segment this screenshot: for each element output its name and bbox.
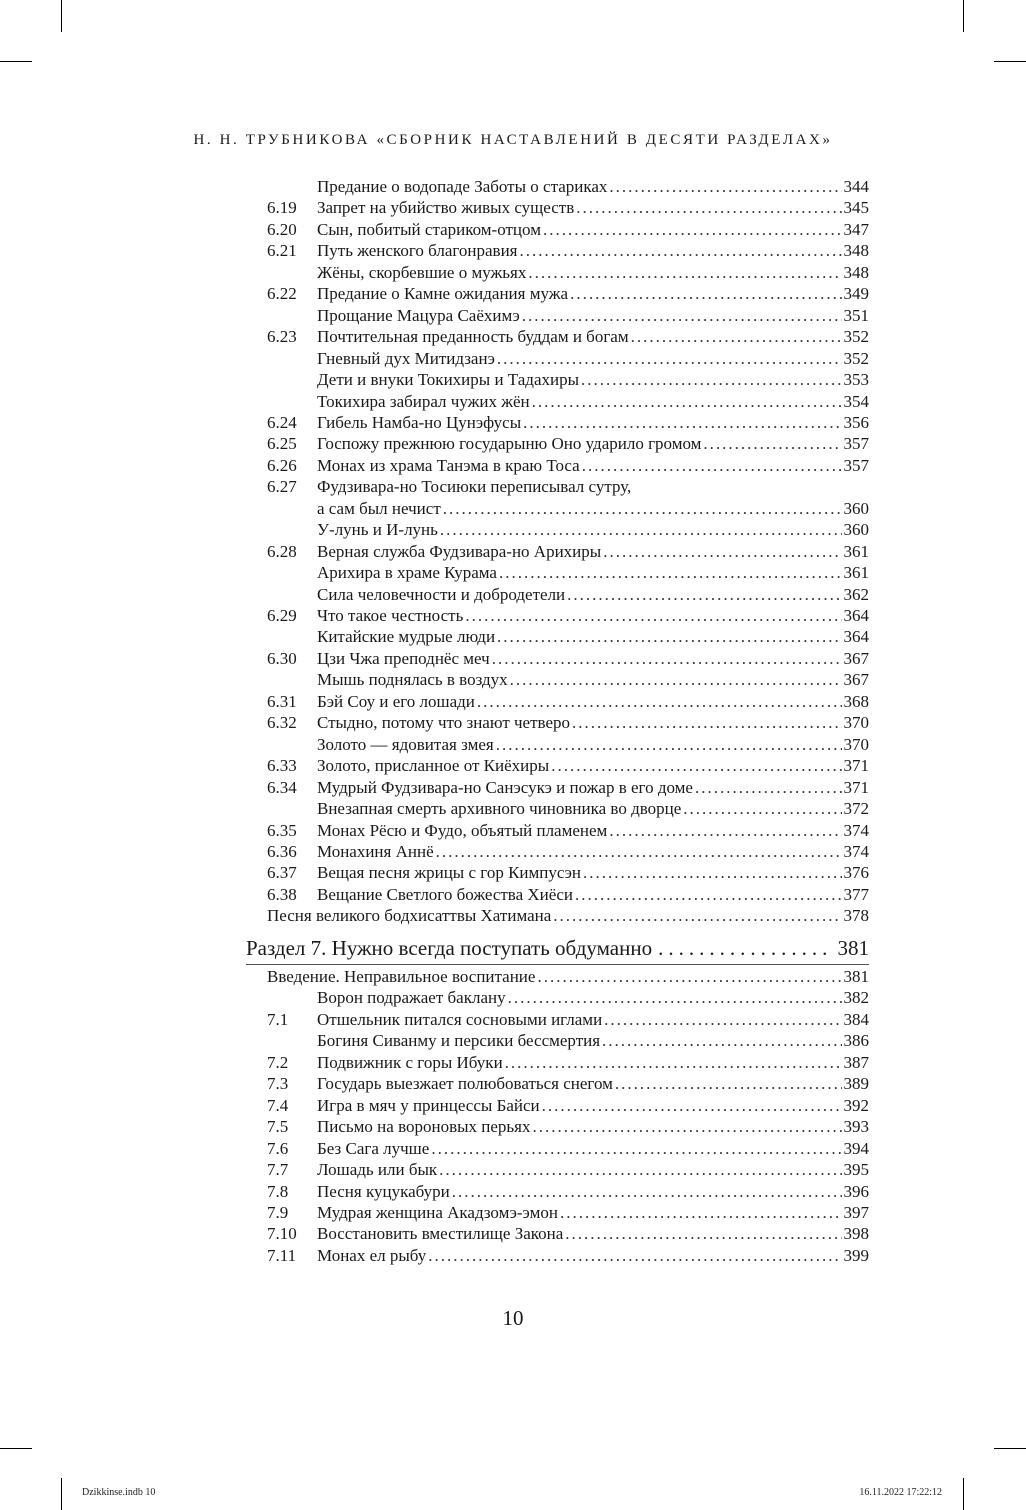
toc-entry[interactable]: [317, 841, 869, 863]
toc-row: [0, 369, 1026, 391]
crop-mark: [994, 61, 1026, 62]
toc-page: 357: [843, 455, 869, 475]
toc-page: 354: [843, 391, 869, 411]
toc-row: [0, 348, 1026, 370]
toc-page: 372: [843, 799, 869, 819]
toc-number: 7.6: [267, 1138, 289, 1158]
toc-page: 367: [843, 670, 869, 690]
toc-row: [0, 1223, 1026, 1245]
toc-number: 6.37: [267, 863, 297, 883]
toc-row: [0, 305, 1026, 327]
dot-leader: [703, 433, 841, 455]
slug-datetime: 16.11.2022 17:22:12: [859, 1487, 942, 1498]
dot-leader: [428, 1245, 841, 1267]
toc-row: [0, 755, 1026, 777]
toc-row: [0, 262, 1026, 284]
toc-entry[interactable]: [317, 412, 869, 434]
dot-leader: [572, 712, 842, 734]
toc-row: [0, 1116, 1026, 1138]
toc-entry[interactable]: [317, 562, 869, 584]
toc-row: [0, 691, 1026, 713]
toc-row: [0, 1138, 1026, 1160]
toc-page: 351: [843, 305, 869, 325]
toc-title: Песня куцукабури: [317, 1181, 450, 1201]
toc-title: Мудрый Фудзивара-но Санэсукэ и пожар в его доме: [317, 777, 693, 797]
toc-entry[interactable]: [317, 1181, 869, 1203]
dot-leader: [609, 176, 841, 198]
toc-entry[interactable]: [317, 862, 869, 884]
toc-row: [0, 519, 1026, 541]
toc-entry[interactable]: [317, 305, 869, 327]
dot-leader: [658, 934, 831, 962]
toc-number: 6.33: [267, 756, 297, 776]
toc-number: 7.7: [267, 1160, 289, 1180]
toc-row: [0, 283, 1026, 305]
toc-entry[interactable]: [317, 1202, 869, 1224]
dot-leader: [528, 262, 841, 284]
dot-leader: [603, 541, 841, 563]
toc-title: Прощание Мацура Саёхимэ: [317, 305, 520, 325]
toc-page: 397: [843, 1202, 869, 1222]
toc-row: [0, 884, 1026, 906]
toc-entry[interactable]: [317, 626, 869, 648]
toc-row: [0, 219, 1026, 241]
toc-row: [0, 841, 1026, 863]
toc-row: [0, 476, 1026, 498]
toc-page: 374: [843, 820, 869, 840]
toc-entry[interactable]: [317, 820, 869, 842]
toc-page: 349: [843, 284, 869, 304]
toc-number: 7.5: [267, 1117, 289, 1137]
toc-number: 6.31: [267, 691, 297, 711]
toc-number: 6.29: [267, 606, 297, 625]
toc-page: 374: [843, 841, 869, 861]
toc-title: Вещая песня жрицы с гор Кимпусэн: [317, 863, 582, 883]
toc-title: Отшельник питался сосновыми иглами: [317, 1009, 603, 1029]
toc-page: 353: [843, 370, 869, 390]
toc-page: 357: [843, 434, 869, 454]
toc-page: 367: [843, 648, 869, 668]
dot-leader: [567, 584, 841, 606]
toc-row: [0, 197, 1026, 219]
toc-entry[interactable]: [317, 219, 869, 241]
toc-entry[interactable]: [317, 1116, 869, 1138]
crop-mark: [0, 61, 32, 62]
toc-entry[interactable]: [317, 1009, 869, 1031]
toc-entry[interactable]: [317, 455, 869, 477]
toc-number: 7.4: [267, 1095, 289, 1115]
toc-page: 368: [843, 691, 869, 711]
section-page: 381: [837, 936, 869, 960]
toc-page: 360: [843, 520, 869, 540]
toc-entry[interactable]: [317, 584, 869, 606]
toc-entry[interactable]: [317, 691, 869, 713]
toc-title: Цзи Чжа преподнёс меч: [317, 648, 490, 668]
toc-number: 6.22: [267, 284, 297, 304]
dot-leader: [543, 219, 842, 241]
running-head: Н. Н. ТРУБНИКОВА «СБОРНИК НАСТАВЛЕНИЙ В ДЕСЯТИ РАЗДЕЛАХ»: [193, 132, 833, 148]
toc-row: [0, 433, 1026, 455]
dot-leader: [508, 987, 842, 1009]
toc-page: 352: [843, 348, 869, 368]
toc-entry[interactable]: [267, 905, 869, 927]
dot-leader: [520, 240, 842, 262]
toc-number: 7.8: [267, 1181, 289, 1201]
dot-leader: [583, 862, 841, 884]
toc-title: Письмо на вороновых перьях: [317, 1117, 531, 1137]
dot-leader: [499, 562, 842, 584]
toc-entry[interactable]: [317, 197, 869, 219]
dot-leader: [604, 1009, 841, 1031]
dot-leader: [581, 369, 841, 391]
toc-page: 348: [843, 241, 869, 261]
toc-page: 387: [843, 1052, 869, 1072]
toc-number: 6.38: [267, 884, 297, 904]
toc-title: Игра в мяч у принцессы Байси: [317, 1095, 540, 1115]
toc-entry[interactable]: [317, 987, 869, 1009]
toc-page: 396: [843, 1181, 869, 1201]
dot-leader: [522, 305, 842, 327]
toc-entry[interactable]: [317, 734, 869, 756]
toc-title: Монахиня Аннё: [317, 841, 434, 861]
toc-title: Ворон подражает баклану: [317, 988, 506, 1008]
toc-page: 360: [843, 498, 869, 518]
toc-page: 399: [843, 1245, 869, 1265]
toc-entry[interactable]: [317, 369, 869, 391]
dot-leader: [631, 326, 842, 348]
toc-page: 356: [843, 412, 869, 432]
toc-title: Арихира в храме Курама: [317, 563, 497, 583]
toc-title: Монах из храма Танэма в краю Тоса: [317, 455, 580, 475]
toc-entry[interactable]: [317, 884, 869, 906]
toc-title: Вещание Светлого божества Хиёси: [317, 884, 573, 904]
dot-leader: [615, 1073, 842, 1095]
dot-leader: [431, 1138, 841, 1160]
toc-title: Государь выезжает полюбоваться снегом: [317, 1074, 613, 1094]
toc-title: Верная служба Фудзивара-но Арихиры: [317, 541, 602, 561]
toc-row: [0, 1159, 1026, 1181]
toc-entry[interactable]: [317, 240, 869, 262]
toc-number: 6.35: [267, 820, 297, 840]
toc-title: Мышь поднялась в воздух: [317, 670, 508, 690]
toc-title: Сын, побитый стариком-отцом: [317, 219, 541, 239]
toc-title: Гибель Намба-но Цунэфусы: [317, 412, 522, 432]
toc-page: 361: [843, 541, 869, 561]
toc-page: 344: [843, 177, 869, 196]
toc-entry[interactable]: [267, 966, 869, 988]
toc-row: [0, 1030, 1026, 1052]
toc-entry[interactable]: [317, 348, 869, 370]
toc-entry[interactable]: [317, 1030, 869, 1052]
toc-title: Токихира забирал чужих жён: [317, 391, 530, 411]
dot-leader: [565, 1223, 841, 1245]
toc-row: [0, 669, 1026, 691]
toc-entry[interactable]: [317, 755, 869, 777]
toc-row: [0, 1073, 1026, 1095]
toc-page: 371: [843, 756, 869, 776]
toc-page: 348: [843, 262, 869, 282]
toc-number: 6.30: [267, 648, 297, 668]
toc-number: 7.3: [267, 1074, 289, 1094]
toc-title: Восстановить вместилище Закона: [317, 1224, 564, 1244]
toc-row: [0, 1009, 1026, 1031]
toc-title: Жёны, скорбевшие о мужьях: [317, 262, 527, 282]
toc-number: 6.28: [267, 541, 297, 561]
toc-page: 364: [843, 627, 869, 647]
toc-page: 395: [843, 1160, 869, 1180]
dot-leader: [609, 820, 841, 842]
toc-row: [0, 584, 1026, 606]
toc-entry[interactable]: [317, 283, 869, 305]
dot-leader: [683, 798, 841, 820]
toc-number: 6.34: [267, 777, 297, 797]
toc-page: 352: [843, 327, 869, 347]
crop-mark: [994, 1448, 1026, 1449]
toc-entry[interactable]: [317, 1073, 869, 1095]
section-heading[interactable]: [246, 934, 869, 962]
toc-title: Запрет на убийство живых существ: [317, 198, 575, 218]
toc-page: 376: [843, 863, 869, 883]
toc-page: 370: [843, 713, 869, 733]
toc-entry[interactable]: [317, 777, 869, 799]
dot-leader: [576, 197, 841, 219]
toc-row: [0, 820, 1026, 842]
toc-number: 6.20: [267, 219, 297, 239]
toc-entry[interactable]: [317, 1095, 869, 1117]
dot-leader: [496, 734, 842, 756]
page-number: 10: [502, 1306, 524, 1330]
toc-number: 6.36: [267, 841, 297, 861]
toc-entry[interactable]: [317, 391, 869, 413]
toc-entry[interactable]: [317, 176, 869, 198]
toc-entry[interactable]: [317, 326, 869, 348]
toc-title: Предание о водопаде Заботы о стариках: [317, 177, 608, 196]
crop-mark: [61, 0, 62, 32]
toc-row: [0, 1181, 1026, 1203]
toc-title: Что такое честность: [317, 606, 464, 625]
toc-page: 370: [843, 734, 869, 754]
toc-title: Золото, присланное от Киёхиры: [317, 756, 550, 776]
toc-title: Монах Рёсю и Фудо, объятый пламенем: [317, 820, 608, 840]
toc-entry[interactable]: [317, 1223, 869, 1245]
dot-leader: [533, 1116, 842, 1138]
dot-leader: [510, 669, 842, 691]
toc-page: 377: [843, 884, 869, 904]
toc-entry[interactable]: [317, 1138, 869, 1160]
toc-page: 364: [843, 606, 869, 625]
dot-leader: [582, 455, 842, 477]
toc-title: Фудзивара-но Тосиюки переписывал сутру,: [317, 477, 632, 497]
toc-entry[interactable]: [317, 519, 869, 541]
toc-title: Путь женского благонравия: [317, 241, 518, 261]
toc-title: Внезапная смерть архивного чиновника во дворце: [317, 799, 682, 819]
dot-leader: [553, 905, 841, 927]
toc-row: [0, 240, 1026, 262]
toc-title: Введение. Неправильное воспитание: [267, 967, 536, 986]
dot-leader: [440, 519, 842, 541]
dot-leader: [465, 605, 841, 627]
toc-entry[interactable]: [317, 712, 869, 734]
toc-title: Мудрая женщина Акадзомэ-эмон: [317, 1202, 559, 1222]
toc-page: 386: [843, 1031, 869, 1051]
toc-row: [0, 562, 1026, 584]
toc-title: Подвижник с горы Ибуки: [317, 1052, 503, 1072]
toc-title: У-лунь и И-лунь: [317, 520, 438, 540]
toc-title: Стыдно, потому что знают четверо: [317, 713, 570, 733]
toc-page: 361: [843, 563, 869, 583]
toc-row: [0, 648, 1026, 670]
toc-number: 7.2: [267, 1052, 289, 1072]
dot-leader: [439, 1159, 841, 1181]
dot-leader: [523, 412, 841, 434]
toc-number: 7.10: [267, 1224, 297, 1244]
crop-mark: [0, 1448, 32, 1449]
toc-page: 362: [843, 584, 869, 604]
toc-page: 398: [843, 1224, 869, 1244]
dot-leader: [505, 1052, 842, 1074]
toc-title: Гневный дух Митидзанэ: [317, 348, 495, 368]
slug-file: Dzikkinse.indb 10: [82, 1487, 156, 1498]
toc-row: [0, 326, 1026, 348]
dot-leader: [452, 1181, 842, 1203]
toc-page: 389: [843, 1074, 869, 1094]
dot-leader: [695, 777, 842, 799]
toc-entry[interactable]: [317, 541, 869, 563]
toc-row: [0, 734, 1026, 756]
dot-leader: [542, 1095, 842, 1117]
toc-page: 345: [843, 198, 869, 218]
toc-row: [0, 455, 1026, 477]
toc-number: 6.23: [267, 327, 297, 347]
toc-page: 381: [843, 967, 869, 986]
toc-row: [0, 966, 1026, 988]
toc-number: 6.25: [267, 434, 297, 454]
dot-leader: [497, 348, 842, 370]
crop-mark: [61, 1478, 62, 1510]
dot-leader: [551, 755, 841, 777]
toc-number: 6.19: [267, 198, 297, 218]
toc-page: 378: [843, 906, 869, 926]
toc-number: 6.24: [267, 412, 297, 432]
dot-leader: [602, 1030, 841, 1052]
toc-page: 347: [843, 219, 869, 239]
toc-row: [0, 1202, 1026, 1224]
dot-leader: [537, 966, 841, 988]
toc-number: 6.27: [267, 477, 297, 497]
toc-number: 7.11: [267, 1245, 297, 1265]
dot-leader: [477, 691, 842, 713]
toc-row: [0, 391, 1026, 413]
toc-row: [0, 1052, 1026, 1074]
toc-title: Госпожу прежнюю государыню Оно ударило громом: [317, 434, 702, 454]
toc-title: Дети и внуки Токихиры и Тадахиры: [317, 370, 580, 390]
toc-entry[interactable]: [317, 476, 869, 498]
section-rule: [246, 964, 869, 965]
toc-row: [0, 1095, 1026, 1117]
toc-entry[interactable]: [317, 648, 869, 670]
dot-leader: [560, 1202, 841, 1224]
toc-row: [0, 626, 1026, 648]
toc-row: [0, 605, 1026, 627]
toc-title: Богиня Сиванму и персики бессмертия: [317, 1031, 601, 1051]
toc-row: [0, 712, 1026, 734]
dot-leader: [497, 626, 841, 648]
toc-entry[interactable]: [317, 498, 869, 520]
crop-mark: [963, 0, 964, 32]
toc-entry[interactable]: [317, 798, 869, 820]
dot-leader: [570, 283, 841, 305]
toc-row: [0, 1245, 1026, 1267]
toc-row: [0, 777, 1026, 799]
dot-leader: [532, 391, 842, 413]
toc-title: Китайские мудрые люди: [317, 627, 496, 647]
dot-leader: [443, 498, 842, 520]
crop-mark: [963, 1478, 964, 1510]
toc-number: 6.32: [267, 713, 297, 733]
dot-leader: [436, 841, 842, 863]
toc-page: 393: [843, 1117, 869, 1137]
toc-page: 392: [843, 1095, 869, 1115]
dot-leader: [575, 884, 842, 906]
toc-page: 382: [843, 988, 869, 1008]
toc-title: Лошадь или бык: [317, 1160, 438, 1180]
toc-entry[interactable]: [317, 605, 869, 627]
toc-title: Без Сага лучше: [317, 1138, 430, 1158]
toc-entry[interactable]: [317, 1159, 869, 1181]
toc-title: Золото — ядовитая змея: [317, 734, 494, 754]
toc-entry[interactable]: [317, 433, 869, 455]
toc-row: [0, 798, 1026, 820]
toc-entry[interactable]: [317, 1245, 869, 1267]
toc-page: 394: [843, 1138, 869, 1158]
toc-row: [0, 862, 1026, 884]
toc-page: 384: [843, 1009, 869, 1029]
toc-row: [0, 987, 1026, 1009]
toc-row: [0, 176, 1026, 198]
toc-entry[interactable]: [317, 262, 869, 284]
toc-row: [0, 541, 1026, 563]
toc-page: 371: [843, 777, 869, 797]
toc-title: Предание о Камне ожидания мужа: [317, 284, 569, 304]
toc-title: Монах ел рыбу: [317, 1245, 427, 1265]
toc-title: Песня великого бодхисаттвы Хатимана: [267, 906, 552, 926]
toc-number: 7.1: [267, 1009, 289, 1029]
toc-title: Бэй Соу и его лошади: [317, 691, 475, 711]
dot-leader: [492, 648, 842, 670]
toc-number: 6.26: [267, 455, 297, 475]
toc-title: Почтительная преданность буддам и богам: [317, 327, 629, 347]
toc-entry[interactable]: [317, 669, 869, 691]
toc-number: 6.21: [267, 241, 297, 261]
toc-row: [0, 412, 1026, 434]
toc-title: а сам был нечист: [317, 498, 441, 518]
section-title: Раздел 7. Нужно всегда поступать обдуманно: [246, 936, 653, 960]
toc-number: 7.9: [267, 1202, 289, 1222]
toc-row: [0, 498, 1026, 520]
toc-title: Сила человечности и добродетели: [317, 584, 566, 604]
toc-entry[interactable]: [317, 1052, 869, 1074]
toc-row: [0, 905, 1026, 927]
